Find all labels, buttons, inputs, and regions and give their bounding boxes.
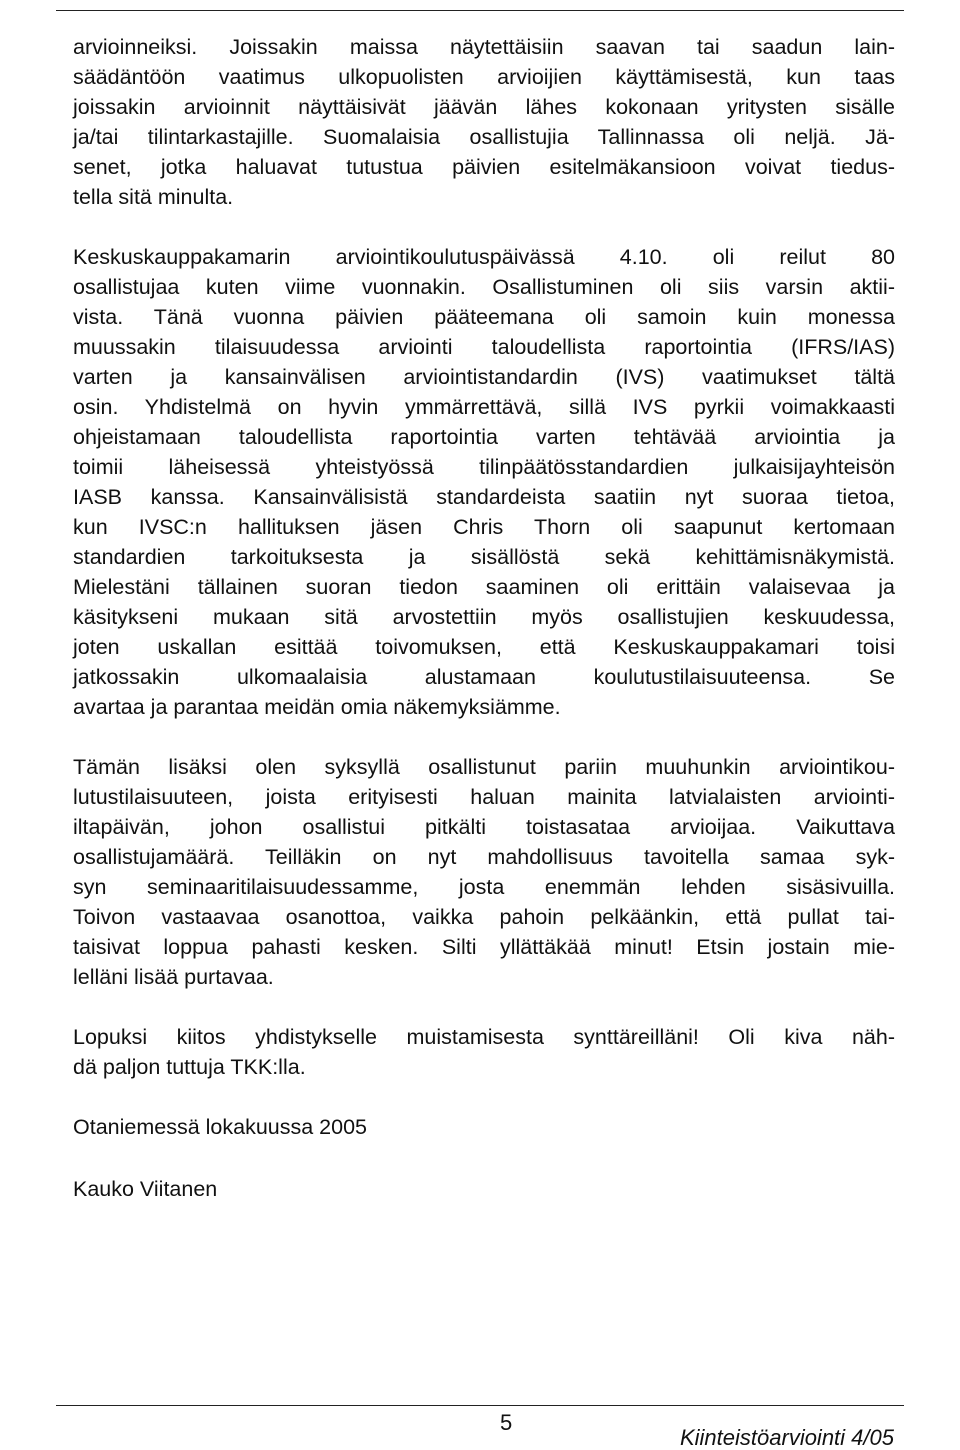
body-line: joten uskallan esittää toivomuksen, että Keskuskauppakamari toisi (73, 635, 895, 659)
page-number: 5 (500, 1410, 513, 1435)
body-line: syn seminaaritilaisuudessamme, josta enemmän lehden sisäsivuilla. (73, 875, 895, 899)
body-line: muussakin tilaisuudessa arviointi taloudellista raportointia (IFRS/IAS) (73, 335, 895, 359)
body-line: Tämän lisäksi olen syksyllä osallistunut pariin muuhunkin arviointikou- (73, 755, 895, 779)
publication-name: Kiinteistöarviointi 4/05 (679, 1425, 894, 1450)
body-line: senet, jotka haluavat tutustua päivien esitelmäkansioon voivat tiedus- (73, 155, 895, 179)
body-line: Lopuksi kiitos yhdistykselle muistamisesta synttäreilläni! Oli kiva näh- (73, 1025, 895, 1049)
body-line: varten ja kansainvälisen arviointistandardin (IVS) vaatimukset tältä (73, 365, 895, 389)
body-line: iltapäivän, johon osallistui pitkälti toistasataa arvioijaa. Vaikuttava (73, 815, 895, 839)
top-rule (56, 10, 904, 11)
body-line: dä paljon tuttuja TKK:lla. (73, 1055, 306, 1079)
body-line: jatkossakin ulkomaalaisia alustamaan koulutustilaisuuteensa. Se (73, 665, 895, 689)
body-line: lutustilaisuuteen, joista erityisesti haluan mainita latvialaisten arviointi- (73, 785, 895, 809)
dateline: Otaniemessä lokakuussa 2005 (73, 1115, 368, 1139)
body-line: joissakin arvioinnit näyttäisivät jäävän lähes kokonaan yritysten sisälle (73, 95, 895, 119)
body-line: ja/tai tilintarkastajille. Suomalaisia osallistujia Tallinnassa oli neljä. Jä- (73, 125, 895, 149)
body-line: Toivon vastaavaa osanottoa, vaikka pahoin pelkäänkin, että pullat tai- (73, 905, 895, 929)
signature-name: Kauko Viitanen (73, 1177, 218, 1201)
body-line: vista. Tänä vuonna päivien pääteemana oli samoin kuin monessa (73, 305, 895, 329)
body-line: avartaa ja parantaa meidän omia näkemyksiämme. (73, 695, 561, 719)
body-line: käsitykseni mukaan sitä arvostettiin myös osallistujien keskuudessa, (73, 605, 895, 629)
body-line: lelläni lisää purtavaa. (73, 965, 274, 989)
body-line: tella sitä minulta. (73, 185, 234, 209)
body-line: IASB kanssa. Kansainvälisistä standardeista saatiin nyt suoraa tietoa, (73, 485, 895, 509)
footer-rule (56, 1405, 904, 1406)
body-line: osallistujamäärä. Teilläkin on nyt mahdollisuus tavoitella samaa syk- (73, 845, 895, 869)
body-line: arvioinneiksi. Joissakin maissa näytettäisiin saavan tai saadun lain- (73, 35, 895, 59)
body-line: Keskuskauppakamarin arviointikoulutuspäivässä 4.10. oli reilut 80 (73, 245, 895, 269)
body-line: toimii läheisessä yhteistyössä tilinpäätösstandardien julkaisijayhteisön (73, 455, 895, 479)
body-line: säädäntöön vaatimus ulkopuolisten arvioijien käyttämisestä, kun taas (73, 65, 895, 89)
body-line: taisivat loppua pahasti kesken. Silti yllättäkää minut! Etsin jostain mie- (73, 935, 895, 959)
body-line: kun IVSC:n hallituksen jäsen Chris Thorn oli saapunut kertomaan (73, 515, 895, 539)
body-line: standardien tarkoituksesta ja sisällöstä sekä kehittämisnäkymistä. (73, 545, 895, 569)
body-line: osallistujaa kuten viime vuonnakin. Osallistuminen oli siis varsin aktii- (73, 275, 895, 299)
body-line: osin. Yhdistelmä on hyvin ymmärrettävä, sillä IVS pyrkii voimakkaasti (73, 395, 895, 419)
body-line: ohjeistamaan taloudellista raportointia varten tehtävää arviointia ja (73, 425, 895, 449)
body-line: Mielestäni tällainen suoran tiedon saaminen oli erittäin valaisevaa ja (73, 575, 895, 599)
